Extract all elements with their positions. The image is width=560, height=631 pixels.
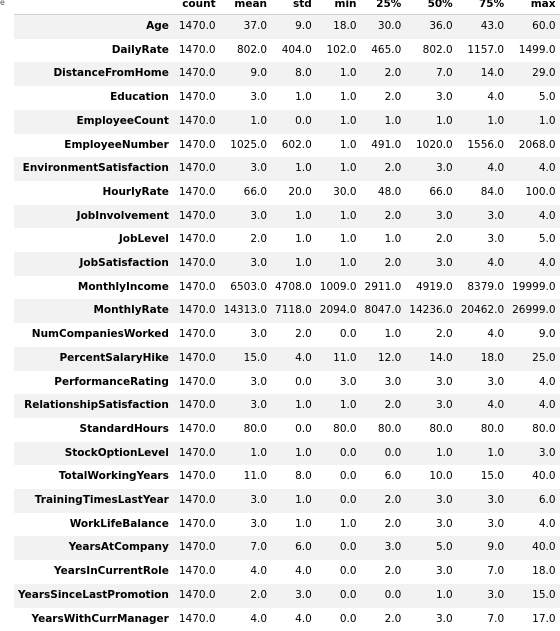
table-cell: 1.0 — [316, 228, 361, 252]
row-label: StockOptionLevel — [14, 442, 175, 466]
table-cell: 8379.0 — [457, 276, 508, 300]
table-cell: 3.0 — [271, 584, 316, 608]
table-cell: 4.0 — [220, 608, 271, 631]
column-header: std — [271, 0, 316, 15]
table-cell: 1470.0 — [175, 62, 220, 86]
table-cell: 1470.0 — [175, 513, 220, 537]
row-label: YearsSinceLastPromotion — [14, 584, 175, 608]
table-cell: 3.0 — [405, 513, 456, 537]
table-cell: 1556.0 — [457, 134, 508, 158]
table-cell: 36.0 — [405, 15, 456, 39]
table-cell: 8047.0 — [361, 299, 406, 323]
table-cell: 1470.0 — [175, 39, 220, 63]
table-cell: 1.0 — [316, 394, 361, 418]
table-cell: 3.0 — [405, 608, 456, 631]
index-header — [14, 0, 175, 15]
row-label: StandardHours — [14, 418, 175, 442]
table-cell: 0.0 — [361, 584, 406, 608]
table-cell: 1.0 — [271, 205, 316, 229]
table-cell: 1470.0 — [175, 347, 220, 371]
table-row — [14, 228, 560, 252]
row-label: EmployeeCount — [14, 110, 175, 134]
table-cell: 2.0 — [361, 560, 406, 584]
table-cell: 84.0 — [457, 181, 508, 205]
table-cell: 8.0 — [271, 62, 316, 86]
table-cell: 3.0 — [220, 371, 271, 395]
table-row — [14, 442, 560, 466]
table-cell: 25.0 — [508, 347, 559, 371]
table-row — [14, 157, 560, 181]
table-cell: 2068.0 — [508, 134, 559, 158]
table-cell: 3.0 — [405, 371, 456, 395]
table-cell: 1470.0 — [175, 157, 220, 181]
row-label: MonthlyIncome — [14, 276, 175, 300]
table-cell: 8.0 — [271, 465, 316, 489]
table-cell: 3.0 — [220, 252, 271, 276]
table-cell: 3.0 — [457, 489, 508, 513]
table-cell: 2.0 — [271, 323, 316, 347]
row-label: EnvironmentSatisfaction — [14, 157, 175, 181]
table-cell: 4.0 — [457, 252, 508, 276]
table-cell: 4.0 — [508, 252, 559, 276]
table-cell: 1.0 — [271, 86, 316, 110]
table-cell: 66.0 — [405, 181, 456, 205]
column-header: 50% — [405, 0, 456, 15]
table-cell: 4.0 — [508, 157, 559, 181]
table-cell: 4.0 — [508, 513, 559, 537]
table-cell: 1470.0 — [175, 608, 220, 631]
row-label: Education — [14, 86, 175, 110]
row-label: DailyRate — [14, 39, 175, 63]
row-label: HourlyRate — [14, 181, 175, 205]
table-cell: 3.0 — [220, 394, 271, 418]
table-cell: 7.0 — [457, 608, 508, 631]
table-cell: 14.0 — [405, 347, 456, 371]
table-cell: 6503.0 — [220, 276, 271, 300]
table-cell: 15.0 — [220, 347, 271, 371]
describe-table — [14, 0, 560, 631]
table-cell: 3.0 — [405, 205, 456, 229]
table-cell: 17.0 — [508, 608, 559, 631]
header-row — [14, 0, 560, 15]
table-cell: 1.0 — [361, 323, 406, 347]
table-cell: 1470.0 — [175, 371, 220, 395]
table-cell: 1470.0 — [175, 418, 220, 442]
table-cell: 26999.0 — [508, 299, 559, 323]
table-cell: 0.0 — [316, 584, 361, 608]
table-cell: 1470.0 — [175, 205, 220, 229]
table-cell: 1.0 — [405, 584, 456, 608]
table-cell: 0.0 — [316, 465, 361, 489]
table-cell: 80.0 — [316, 418, 361, 442]
table-cell: 1.0 — [316, 62, 361, 86]
table-cell: 14236.0 — [405, 299, 456, 323]
table-cell: 3.0 — [405, 86, 456, 110]
table-row — [14, 299, 560, 323]
table-cell: 1470.0 — [175, 536, 220, 560]
table-cell: 0.0 — [316, 442, 361, 466]
table-cell: 2.0 — [361, 608, 406, 631]
table-cell: 100.0 — [508, 181, 559, 205]
table-cell: 3.0 — [361, 536, 406, 560]
table-cell: 2.0 — [361, 205, 406, 229]
table-cell: 2.0 — [405, 323, 456, 347]
table-cell: 2.0 — [361, 62, 406, 86]
table-cell: 2094.0 — [316, 299, 361, 323]
table-cell: 0.0 — [271, 110, 316, 134]
table-cell: 4.0 — [457, 323, 508, 347]
table-cell: 1.0 — [271, 394, 316, 418]
table-cell: 80.0 — [361, 418, 406, 442]
table-cell: 1.0 — [220, 110, 271, 134]
table-cell: 14.0 — [457, 62, 508, 86]
table-cell: 0.0 — [316, 536, 361, 560]
table-cell: 4919.0 — [405, 276, 456, 300]
table-cell: 2.0 — [361, 86, 406, 110]
table-cell: 602.0 — [271, 134, 316, 158]
table-cell: 11.0 — [316, 347, 361, 371]
table-cell: 3.0 — [405, 560, 456, 584]
table-cell: 20462.0 — [457, 299, 508, 323]
table-cell: 1.0 — [316, 513, 361, 537]
table-cell: 1.0 — [405, 442, 456, 466]
table-cell: 3.0 — [220, 157, 271, 181]
table-row — [14, 134, 560, 158]
table-cell: 1.0 — [271, 252, 316, 276]
row-label: TrainingTimesLastYear — [14, 489, 175, 513]
table-cell: 5.0 — [508, 228, 559, 252]
table-cell: 18.0 — [457, 347, 508, 371]
table-cell: 802.0 — [405, 39, 456, 63]
row-label: MonthlyRate — [14, 299, 175, 323]
table-cell: 6.0 — [508, 489, 559, 513]
table-cell: 1470.0 — [175, 276, 220, 300]
row-label: WorkLifeBalance — [14, 513, 175, 537]
table-row — [14, 513, 560, 537]
table-cell: 1.0 — [316, 110, 361, 134]
table-cell: 2.0 — [361, 252, 406, 276]
table-cell: 3.0 — [316, 371, 361, 395]
table-cell: 1470.0 — [175, 15, 220, 39]
table-cell: 80.0 — [508, 418, 559, 442]
table-cell: 491.0 — [361, 134, 406, 158]
table-cell: 9.0 — [508, 323, 559, 347]
table-body — [14, 15, 560, 631]
table-row — [14, 418, 560, 442]
table-cell: 7118.0 — [271, 299, 316, 323]
table-cell: 102.0 — [316, 39, 361, 63]
table-cell: 1470.0 — [175, 323, 220, 347]
table-cell: 0.0 — [316, 323, 361, 347]
table-cell: 3.0 — [457, 513, 508, 537]
table-cell: 6.0 — [271, 536, 316, 560]
table-cell: 3.0 — [220, 323, 271, 347]
table-cell: 3.0 — [405, 489, 456, 513]
table-cell: 3.0 — [457, 371, 508, 395]
table-cell: 18.0 — [316, 15, 361, 39]
row-label: YearsInCurrentRole — [14, 560, 175, 584]
table-row — [14, 394, 560, 418]
table-row — [14, 205, 560, 229]
row-label: PercentSalaryHike — [14, 347, 175, 371]
table-cell: 60.0 — [508, 15, 559, 39]
table-cell: 9.0 — [457, 536, 508, 560]
table-cell: 4.0 — [457, 86, 508, 110]
table-cell: 2.0 — [220, 584, 271, 608]
table-cell: 29.0 — [508, 62, 559, 86]
table-cell: 1.0 — [361, 228, 406, 252]
table-cell: 3.0 — [220, 513, 271, 537]
table-cell: 30.0 — [361, 15, 406, 39]
table-cell: 30.0 — [316, 181, 361, 205]
table-cell: 1470.0 — [175, 86, 220, 110]
table-cell: 4.0 — [457, 157, 508, 181]
table-row — [14, 465, 560, 489]
table-cell: 48.0 — [361, 181, 406, 205]
table-cell: 12.0 — [361, 347, 406, 371]
table-cell: 0.0 — [316, 489, 361, 513]
table-cell: 3.0 — [361, 371, 406, 395]
table-cell: 4.0 — [271, 347, 316, 371]
table-cell: 1470.0 — [175, 299, 220, 323]
table-cell: 1470.0 — [175, 181, 220, 205]
table-cell: 2.0 — [361, 157, 406, 181]
table-cell: 0.0 — [316, 560, 361, 584]
table-cell: 1470.0 — [175, 110, 220, 134]
table-cell: 3.0 — [220, 205, 271, 229]
table-row — [14, 110, 560, 134]
table-row — [14, 276, 560, 300]
table-row — [14, 489, 560, 513]
table-cell: 80.0 — [405, 418, 456, 442]
table-cell: 1.0 — [316, 205, 361, 229]
column-header: count — [175, 0, 220, 15]
table-cell: 1009.0 — [316, 276, 361, 300]
table-cell: 80.0 — [457, 418, 508, 442]
table-cell: 0.0 — [361, 442, 406, 466]
table-row — [14, 347, 560, 371]
table-cell: 465.0 — [361, 39, 406, 63]
table-cell: 4.0 — [271, 560, 316, 584]
table-cell: 20.0 — [271, 181, 316, 205]
table-cell: 4.0 — [508, 394, 559, 418]
table-cell: 3.0 — [405, 252, 456, 276]
table-cell: 1470.0 — [175, 584, 220, 608]
table-cell: 4.0 — [508, 205, 559, 229]
row-label: JobLevel — [14, 228, 175, 252]
table-cell: 3.0 — [220, 86, 271, 110]
table-row — [14, 560, 560, 584]
table-cell: 1.0 — [271, 442, 316, 466]
table-cell: 2.0 — [220, 228, 271, 252]
column-header: max — [508, 0, 559, 15]
table-cell: 404.0 — [271, 39, 316, 63]
table-row — [14, 608, 560, 631]
table-cell: 9.0 — [271, 15, 316, 39]
table-cell: 43.0 — [457, 15, 508, 39]
table-cell: 0.0 — [316, 608, 361, 631]
table-cell: 14313.0 — [220, 299, 271, 323]
table-cell: 2.0 — [361, 394, 406, 418]
table-cell: 1.0 — [316, 134, 361, 158]
table-cell: 1470.0 — [175, 252, 220, 276]
table-cell: 802.0 — [220, 39, 271, 63]
table-cell: 6.0 — [361, 465, 406, 489]
table-cell: 1.0 — [508, 110, 559, 134]
table-cell: 3.0 — [457, 584, 508, 608]
table-cell: 15.0 — [457, 465, 508, 489]
table-cell: 1.0 — [271, 489, 316, 513]
table-cell: 1157.0 — [457, 39, 508, 63]
table-cell: 1.0 — [316, 157, 361, 181]
table-cell: 1470.0 — [175, 489, 220, 513]
table-cell: 11.0 — [220, 465, 271, 489]
table-cell: 1470.0 — [175, 394, 220, 418]
table-cell: 0.0 — [271, 371, 316, 395]
table-cell: 66.0 — [220, 181, 271, 205]
table-cell: 1025.0 — [220, 134, 271, 158]
table-cell: 4.0 — [508, 371, 559, 395]
table-cell: 80.0 — [220, 418, 271, 442]
table-row — [14, 371, 560, 395]
table-row — [14, 62, 560, 86]
row-label: YearsWithCurrManager — [14, 608, 175, 631]
table-cell: 4708.0 — [271, 276, 316, 300]
table-cell: 7.0 — [405, 62, 456, 86]
table-cell: 37.0 — [220, 15, 271, 39]
table-cell: 1.0 — [220, 442, 271, 466]
table-cell: 10.0 — [405, 465, 456, 489]
table-cell: 3.0 — [508, 442, 559, 466]
table-row — [14, 15, 560, 39]
row-label: JobSatisfaction — [14, 252, 175, 276]
table-cell: 3.0 — [405, 157, 456, 181]
row-label: NumCompaniesWorked — [14, 323, 175, 347]
table-cell: 4.0 — [457, 394, 508, 418]
row-label: EmployeeNumber — [14, 134, 175, 158]
table-cell: 1470.0 — [175, 134, 220, 158]
row-label: RelationshipSatisfaction — [14, 394, 175, 418]
table-row — [14, 584, 560, 608]
table-cell: 1020.0 — [405, 134, 456, 158]
table-cell: 1470.0 — [175, 228, 220, 252]
table-cell: 5.0 — [405, 536, 456, 560]
table-cell: 1470.0 — [175, 560, 220, 584]
table-row — [14, 323, 560, 347]
table-cell: 2911.0 — [361, 276, 406, 300]
column-header: min — [316, 0, 361, 15]
table-cell: 2.0 — [361, 513, 406, 537]
table-cell: 1.0 — [457, 110, 508, 134]
table-row — [14, 39, 560, 63]
column-header: mean — [220, 0, 271, 15]
table-row — [14, 86, 560, 110]
table-cell: 1.0 — [405, 110, 456, 134]
table-cell: 1499.0 — [508, 39, 559, 63]
table-cell: 0.0 — [271, 418, 316, 442]
table-cell: 2.0 — [405, 228, 456, 252]
table-cell: 1.0 — [271, 228, 316, 252]
table-cell: 5.0 — [508, 86, 559, 110]
table-cell: 3.0 — [220, 489, 271, 513]
table-cell: 15.0 — [508, 584, 559, 608]
table-cell: 7.0 — [457, 560, 508, 584]
table-cell: 1.0 — [271, 513, 316, 537]
table-cell: 2.0 — [361, 489, 406, 513]
row-label: YearsAtCompany — [14, 536, 175, 560]
row-label: JobInvolvement — [14, 205, 175, 229]
table-cell: 19999.0 — [508, 276, 559, 300]
table-cell: 1.0 — [457, 442, 508, 466]
table-cell: 1470.0 — [175, 442, 220, 466]
table-row — [14, 536, 560, 560]
table-cell: 1470.0 — [175, 465, 220, 489]
row-label: Age — [14, 15, 175, 39]
table-cell: 40.0 — [508, 465, 559, 489]
table-cell: 1.0 — [361, 110, 406, 134]
row-label: PerformanceRating — [14, 371, 175, 395]
table-cell: 1.0 — [271, 157, 316, 181]
table-row — [14, 181, 560, 205]
table-cell: 40.0 — [508, 536, 559, 560]
table-cell: 4.0 — [271, 608, 316, 631]
table-cell: 1.0 — [316, 252, 361, 276]
table-cell: 7.0 — [220, 536, 271, 560]
column-header: 25% — [361, 0, 406, 15]
table-cell: 4.0 — [220, 560, 271, 584]
row-label: TotalWorkingYears — [14, 465, 175, 489]
table-row — [14, 252, 560, 276]
output-prompt-marker: e — [0, 0, 6, 6]
table-header — [14, 0, 560, 15]
row-label: DistanceFromHome — [14, 62, 175, 86]
table-cell: 9.0 — [220, 62, 271, 86]
table-cell: 18.0 — [508, 560, 559, 584]
table-cell: 3.0 — [405, 394, 456, 418]
column-header: 75% — [457, 0, 508, 15]
table-cell: 1.0 — [316, 86, 361, 110]
table-cell: 3.0 — [457, 205, 508, 229]
table-cell: 3.0 — [457, 228, 508, 252]
